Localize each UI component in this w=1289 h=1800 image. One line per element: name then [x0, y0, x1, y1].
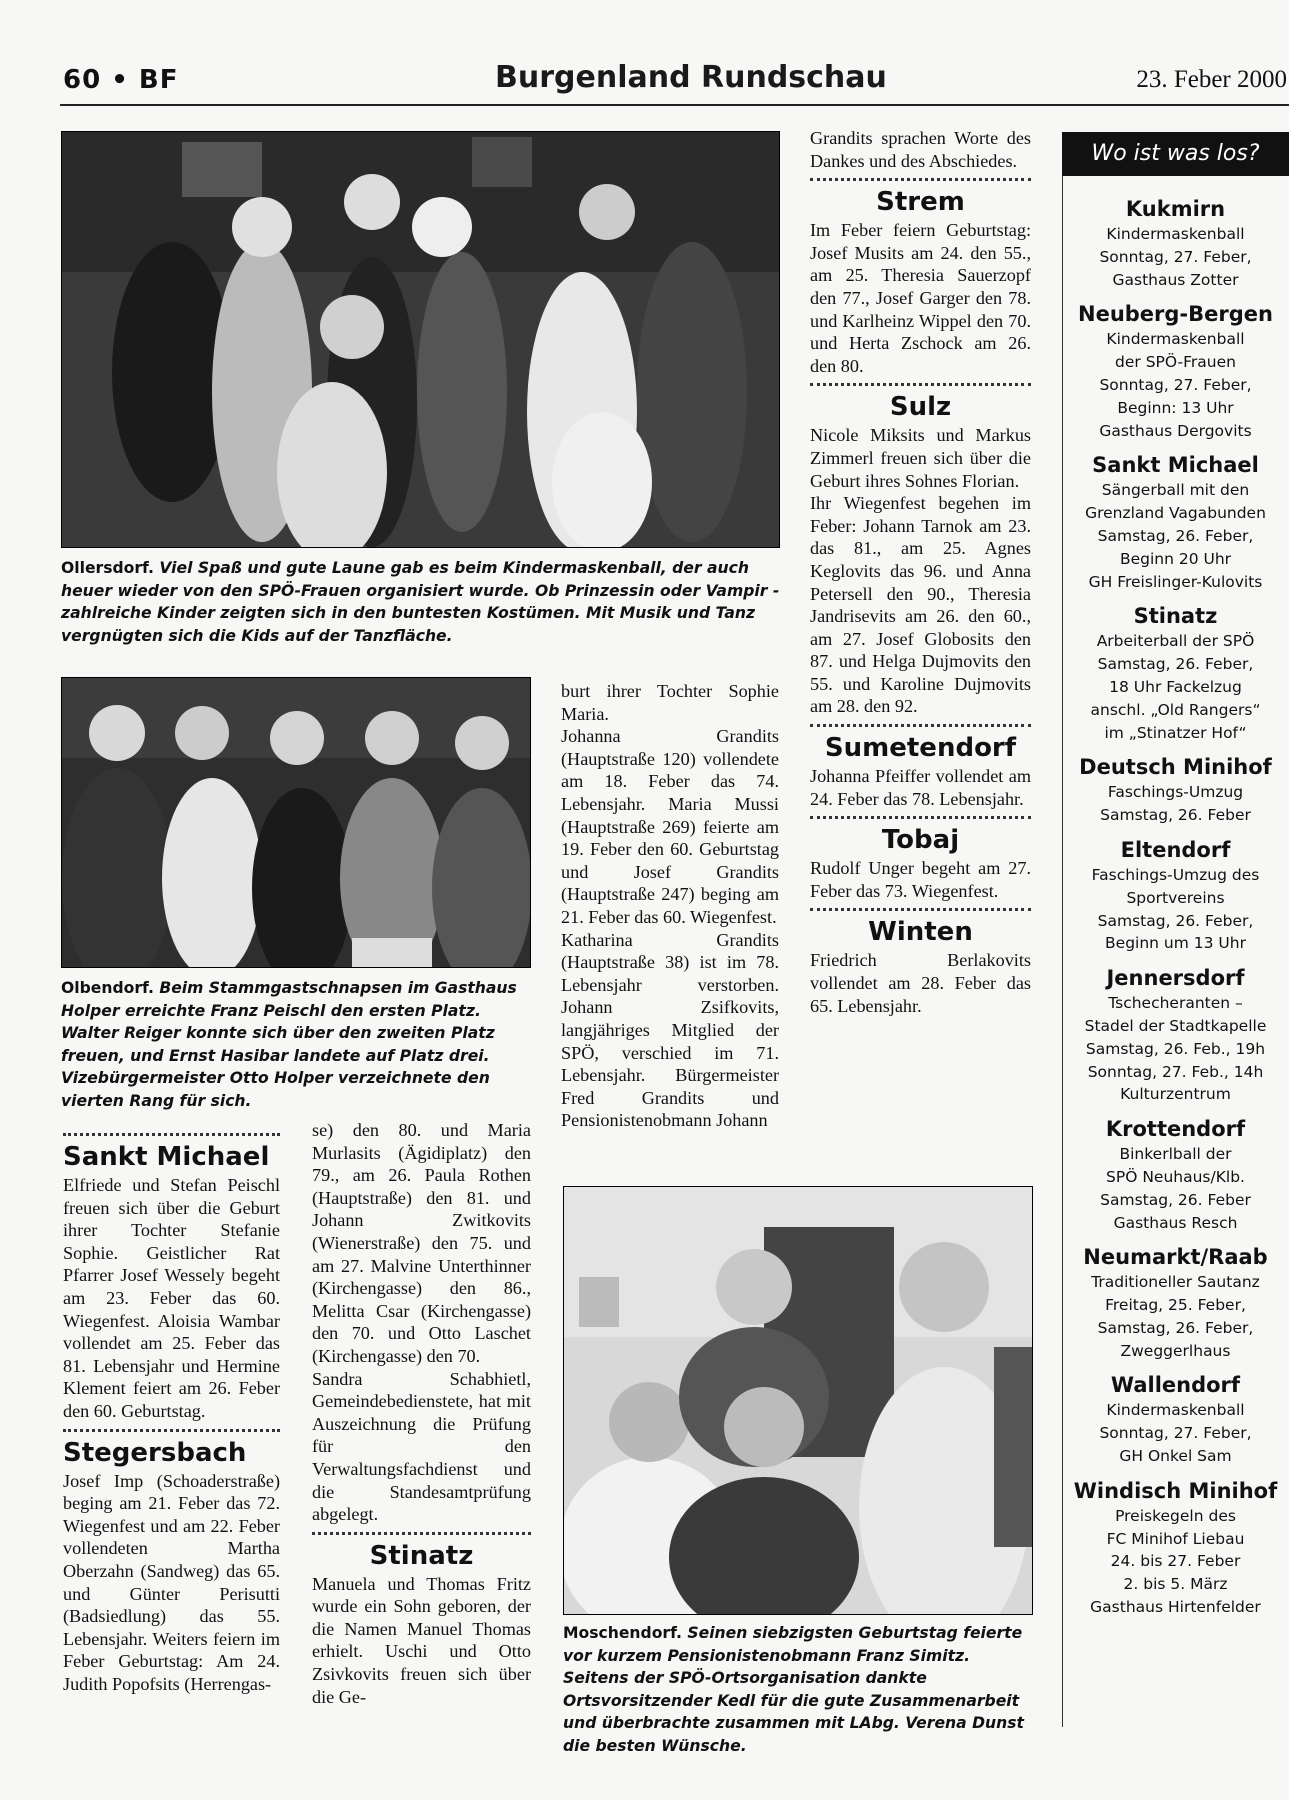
article-text: Im Feber feiern Geburtstag: Josef Musits am 24. den 55., am 25. Theresia Sauerzopf den 77., Josef Garger den 78. und Karlheinz Wippel den 70. und Herta Zschock am 26. den 80. — [810, 220, 1031, 376]
event-detail: Gasthaus Hirtenfelder — [1090, 1598, 1261, 1617]
column-1 — [63, 1127, 280, 1695]
event-detail: Sängerball mit den — [1101, 481, 1250, 500]
caption-text: Viel Spaß und gute Laune gab es beim Kindermaskenball, der auch heuer wieder von den SPÖ-Frauen organisiert wurde. Ob Prinzessin oder Vampir - zahlreiche Kinder zeigten sich in den buntesten Kostümen. Mit Musik und Tanz vergnügten sich die Kids auf der Tanzfläche. — [61, 559, 780, 645]
section-heading: Sankt Michael — [63, 1142, 270, 1172]
separator — [810, 724, 1031, 727]
separator — [810, 908, 1031, 911]
article-text: burt ihrer Tochter Sophie Maria. — [561, 681, 779, 724]
article-text: Manuela und Thomas Fritz wurde ein Sohn geboren, der die Namen Manuel Thomas erhielt. Uschi und Otto Zsivkovits freuen sich über die Ge- — [312, 1573, 531, 1707]
event-item — [1064, 195, 1287, 291]
column-4 — [810, 127, 1031, 1017]
event-detail: 2. bis 5. März — [1123, 1575, 1228, 1594]
photo-kindermaskenball — [61, 131, 780, 548]
event-detail: Stadel der Stadtkapelle — [1084, 1016, 1267, 1035]
article-text: Johanna Pfeiffer vollendet am 24. Feber das 78. Lebensjahr. — [810, 766, 1031, 809]
separator — [810, 178, 1031, 181]
event-detail: der SPÖ-Frauen — [1115, 353, 1236, 372]
event-detail: Gasthaus Zotter — [1112, 270, 1239, 289]
photo-moschendorf — [563, 1186, 1033, 1615]
event-detail: Kulturzentrum — [1120, 1085, 1231, 1104]
article-text: Ihr Wiegenfest begehen im Feber: Johann Tarnok am 23. das 81., am 25. Agnes Keglovits das 96. und Anna Petersell den 90., Theresia Jandrisevits am 26. den 60., am 27. Josef Globosits den 87. und Helga Dujmovits den 55. und Karoline Dujmovits am 28. den 92. — [810, 493, 1031, 717]
separator — [63, 1429, 280, 1432]
photo-stammgastschnapsen — [61, 677, 531, 968]
event-detail: Beginn: 13 Uhr — [1117, 398, 1234, 417]
events-list — [1064, 186, 1287, 1619]
article-text: se) den 80. und Maria Murlasits (Ägidiplatz) den 79., am 26. Paula Rothen (Hauptstraße) den 81. und Johann Zwitkovits (Wienerstraße) den 75. und am 27. Malvine Unterthinner (Kirchengasse) den 86., Melitta Csar (Kirchengasse) den 70. und Otto Laschet (Kirchengasse) den 70. — [312, 1120, 531, 1366]
event-detail: Sportvereins — [1126, 888, 1225, 907]
event-detail: Beginn um 13 Uhr — [1105, 934, 1246, 953]
event-detail: 24. bis 27. Feber — [1110, 1552, 1241, 1571]
sidebar-title: Wo ist was los? — [1062, 132, 1289, 176]
event-detail: im „Stinatzer Hof“ — [1104, 723, 1247, 742]
event-detail: Freitag, 25. Feber, — [1105, 1296, 1246, 1315]
event-item — [1064, 1371, 1287, 1467]
event-item — [1064, 836, 1287, 955]
event-item — [1064, 1115, 1287, 1234]
event-place: Jennersdorf — [1106, 966, 1245, 991]
event-detail: Sonntag, 27. Feber, — [1099, 247, 1252, 266]
section-heading: Tobaj — [881, 825, 960, 856]
caption-place: Ollersdorf. — [61, 559, 154, 577]
separator — [63, 1133, 280, 1136]
event-detail: Tschecheranten – — [1108, 994, 1243, 1013]
event-detail: Beginn 20 Uhr — [1119, 549, 1232, 568]
caption-place: Olbendorf. — [61, 979, 154, 997]
event-place: Sankt Michael — [1092, 453, 1259, 478]
event-detail: 18 Uhr Fackelzug — [1109, 677, 1242, 696]
event-detail: anschl. „Old Rangers“ — [1090, 700, 1261, 719]
event-detail: Samstag, 26. Feber, — [1097, 911, 1254, 930]
article-text: Rudolf Unger begeht am 27. Feber das 73. Wiegenfest. — [810, 858, 1031, 901]
page-number: 60 • BF — [63, 65, 179, 95]
caption-olbendorf — [61, 977, 531, 1112]
section-heading: Sumetendorf — [824, 733, 1017, 764]
article-text: Elfriede und Stefan Peischl freuen sich über die Geburt ihrer Tochter Stefanie Sophie. Geistlicher Rat Pfarrer Josef Wessely begeht am 23. Feber das 60. Wiegenfest. Aloisia Wambar vollendet am 25. Feber das 81. Lebensjahr und Hermine Klement feiert am 26. Feber den 60. Geburtstag. — [63, 1175, 280, 1421]
event-detail: Sonntag, 27. Feb., 14h — [1087, 1062, 1264, 1081]
article-text: Friedrich Berlakovits vollendet am 28. Feber das 65. Lebensjahr. — [810, 950, 1031, 1016]
issue-date: 23. Feber 2000 — [1136, 66, 1287, 93]
event-place: Windisch Minihof — [1073, 1478, 1278, 1503]
event-place: Deutsch Minihof — [1079, 755, 1272, 780]
separator — [312, 1532, 531, 1535]
publication-title: Burgenland Rundschau — [495, 60, 887, 95]
event-detail: Binkerlball der — [1119, 1145, 1232, 1164]
section-heading: Stinatz — [369, 1540, 474, 1571]
event-detail: Samstag, 26. Feber — [1100, 806, 1251, 825]
article-text: Grandits sprachen Worte des Dankes und des Abschiedes. — [810, 128, 1031, 171]
event-detail: Sonntag, 27. Feber, — [1099, 1424, 1252, 1443]
event-detail: Faschings-Umzug des — [1091, 865, 1260, 884]
event-place: Neuberg-Bergen — [1078, 302, 1273, 327]
event-detail: Grenzland Vagabunden — [1085, 504, 1266, 523]
event-detail: Faschings-Umzug — [1107, 783, 1244, 802]
article-text: Sandra Schabhietl, Gemeindebedienstete, hat mit Auszeichnung die Prüfung für den Verwaltungsfachdienst und die Standesamtprüfung abgelegt. — [312, 1368, 531, 1525]
event-detail: Preiskegeln des — [1115, 1506, 1236, 1525]
separator — [810, 816, 1031, 819]
event-detail: Kindermaskenball — [1106, 330, 1245, 349]
event-place: Eltendorf — [1120, 837, 1231, 862]
event-item — [1064, 753, 1287, 827]
event-detail: Arbeiterball der SPÖ — [1096, 632, 1255, 651]
event-place: Krottendorf — [1105, 1117, 1246, 1142]
event-place: Wallendorf — [1110, 1373, 1241, 1398]
event-detail: GH Onkel Sam — [1119, 1447, 1232, 1466]
section-heading: Stegersbach — [63, 1437, 247, 1468]
caption-place: Moschendorf. — [563, 1624, 682, 1642]
event-item — [1064, 602, 1287, 744]
separator — [810, 383, 1031, 386]
caption-text: Seinen siebzigsten Geburtstag feierte vor kurzem Pensionistenobmann Franz Simitz. Seitens der SPÖ-Ortsorganisation dankte Ortsvorsitzender Kedl für die gute Zusammenarbeit und überbrachte zusammen mit LAbg. Verena Dunst die besten Wünsche. — [563, 1624, 1024, 1755]
event-item — [1064, 451, 1287, 593]
event-detail: Sonntag, 27. Feber, — [1099, 375, 1252, 394]
event-detail: Zweggerlhaus — [1120, 1341, 1231, 1360]
section-heading: Strem — [876, 187, 965, 218]
column-2 — [312, 1119, 531, 1708]
article-text: Johanna Grandits (Hauptstraße 120) vollendete am 18. Feber das 74. Lebensjahr. Maria Mussi (Hauptstraße 269) feierte am 19. Feber den 60. Geburtstag und Josef Grandits (Hauptstraße 247) beging am 21. Feber das 60. Wiegenfest. — [561, 726, 779, 927]
event-detail: Samstag, 26. Feb., 19h — [1085, 1039, 1266, 1058]
section-heading: Sulz — [889, 392, 952, 423]
event-detail: Kindermaskenball — [1106, 1401, 1245, 1420]
event-item — [1064, 1477, 1287, 1619]
event-detail: FC Minihof Liebau — [1106, 1529, 1245, 1548]
event-place: Kukmirn — [1125, 197, 1226, 221]
event-detail: Gasthaus Dergovits — [1099, 421, 1252, 440]
event-detail: SPÖ Neuhaus/Klb. — [1106, 1167, 1245, 1186]
caption-ollersdorf — [61, 557, 781, 647]
event-place: Stinatz — [1133, 604, 1218, 629]
event-place: Neumarkt/Raab — [1083, 1245, 1268, 1270]
article-text: Josef Imp (Schoaderstraße) beging am 21. Feber das 72. Wiegenfest und am 22. Feber vollendeten Martha Oberzahn (Sandweg) das 65. und Günter Perisutti (Badsiedlung) das 55. Lebensjahr. Weiters feiern im Feber Geburtstag: Am 24. Judith Popofsits (Herrengas- — [63, 1470, 280, 1694]
event-item — [1064, 1243, 1287, 1362]
event-detail: Samstag, 26. Feber, — [1097, 655, 1254, 674]
section-heading: Winten — [868, 917, 973, 948]
article-text: Nicole Miksits und Markus Zimmerl freuen sich über die Geburt ihres Sohnes Florian. — [810, 425, 1031, 491]
column-3 — [561, 680, 779, 1132]
caption-moschendorf — [563, 1622, 1033, 1757]
event-detail: Samstag, 26. Feber — [1100, 1190, 1251, 1209]
header-rule — [60, 104, 1289, 106]
event-item — [1064, 300, 1287, 442]
event-detail: Samstag, 26. Feber, — [1097, 526, 1254, 545]
caption-text: Beim Stammgastschnapsen im Gasthaus Holper erreichte Franz Peischl den ersten Platz. Walter Reiger konnte sich über den zweiten Platz freuen, und Ernst Hasibar landete auf Platz drei. Vizebürgermeister Otto Holper verzeichnete den vierten Rang für sich. — [61, 979, 517, 1110]
event-detail: Samstag, 26. Feber, — [1097, 1318, 1254, 1337]
event-item — [1064, 964, 1287, 1106]
event-detail: GH Freislinger-Kulovits — [1088, 572, 1263, 591]
event-detail: Gasthaus Resch — [1113, 1213, 1238, 1232]
event-detail: Kindermaskenball — [1106, 225, 1245, 243]
article-text: Katharina Grandits (Hauptstraße 38) ist im 78. Lebensjahr verstorben. Johann Zsifkovits, langjähriges Mitglied der SPÖ, verschied im 71. Lebensjahr. Bürgermeister Fred Grandits und Pensionistenobmann Johann — [561, 929, 779, 1131]
event-detail: Traditioneller Sautanz — [1091, 1273, 1260, 1292]
